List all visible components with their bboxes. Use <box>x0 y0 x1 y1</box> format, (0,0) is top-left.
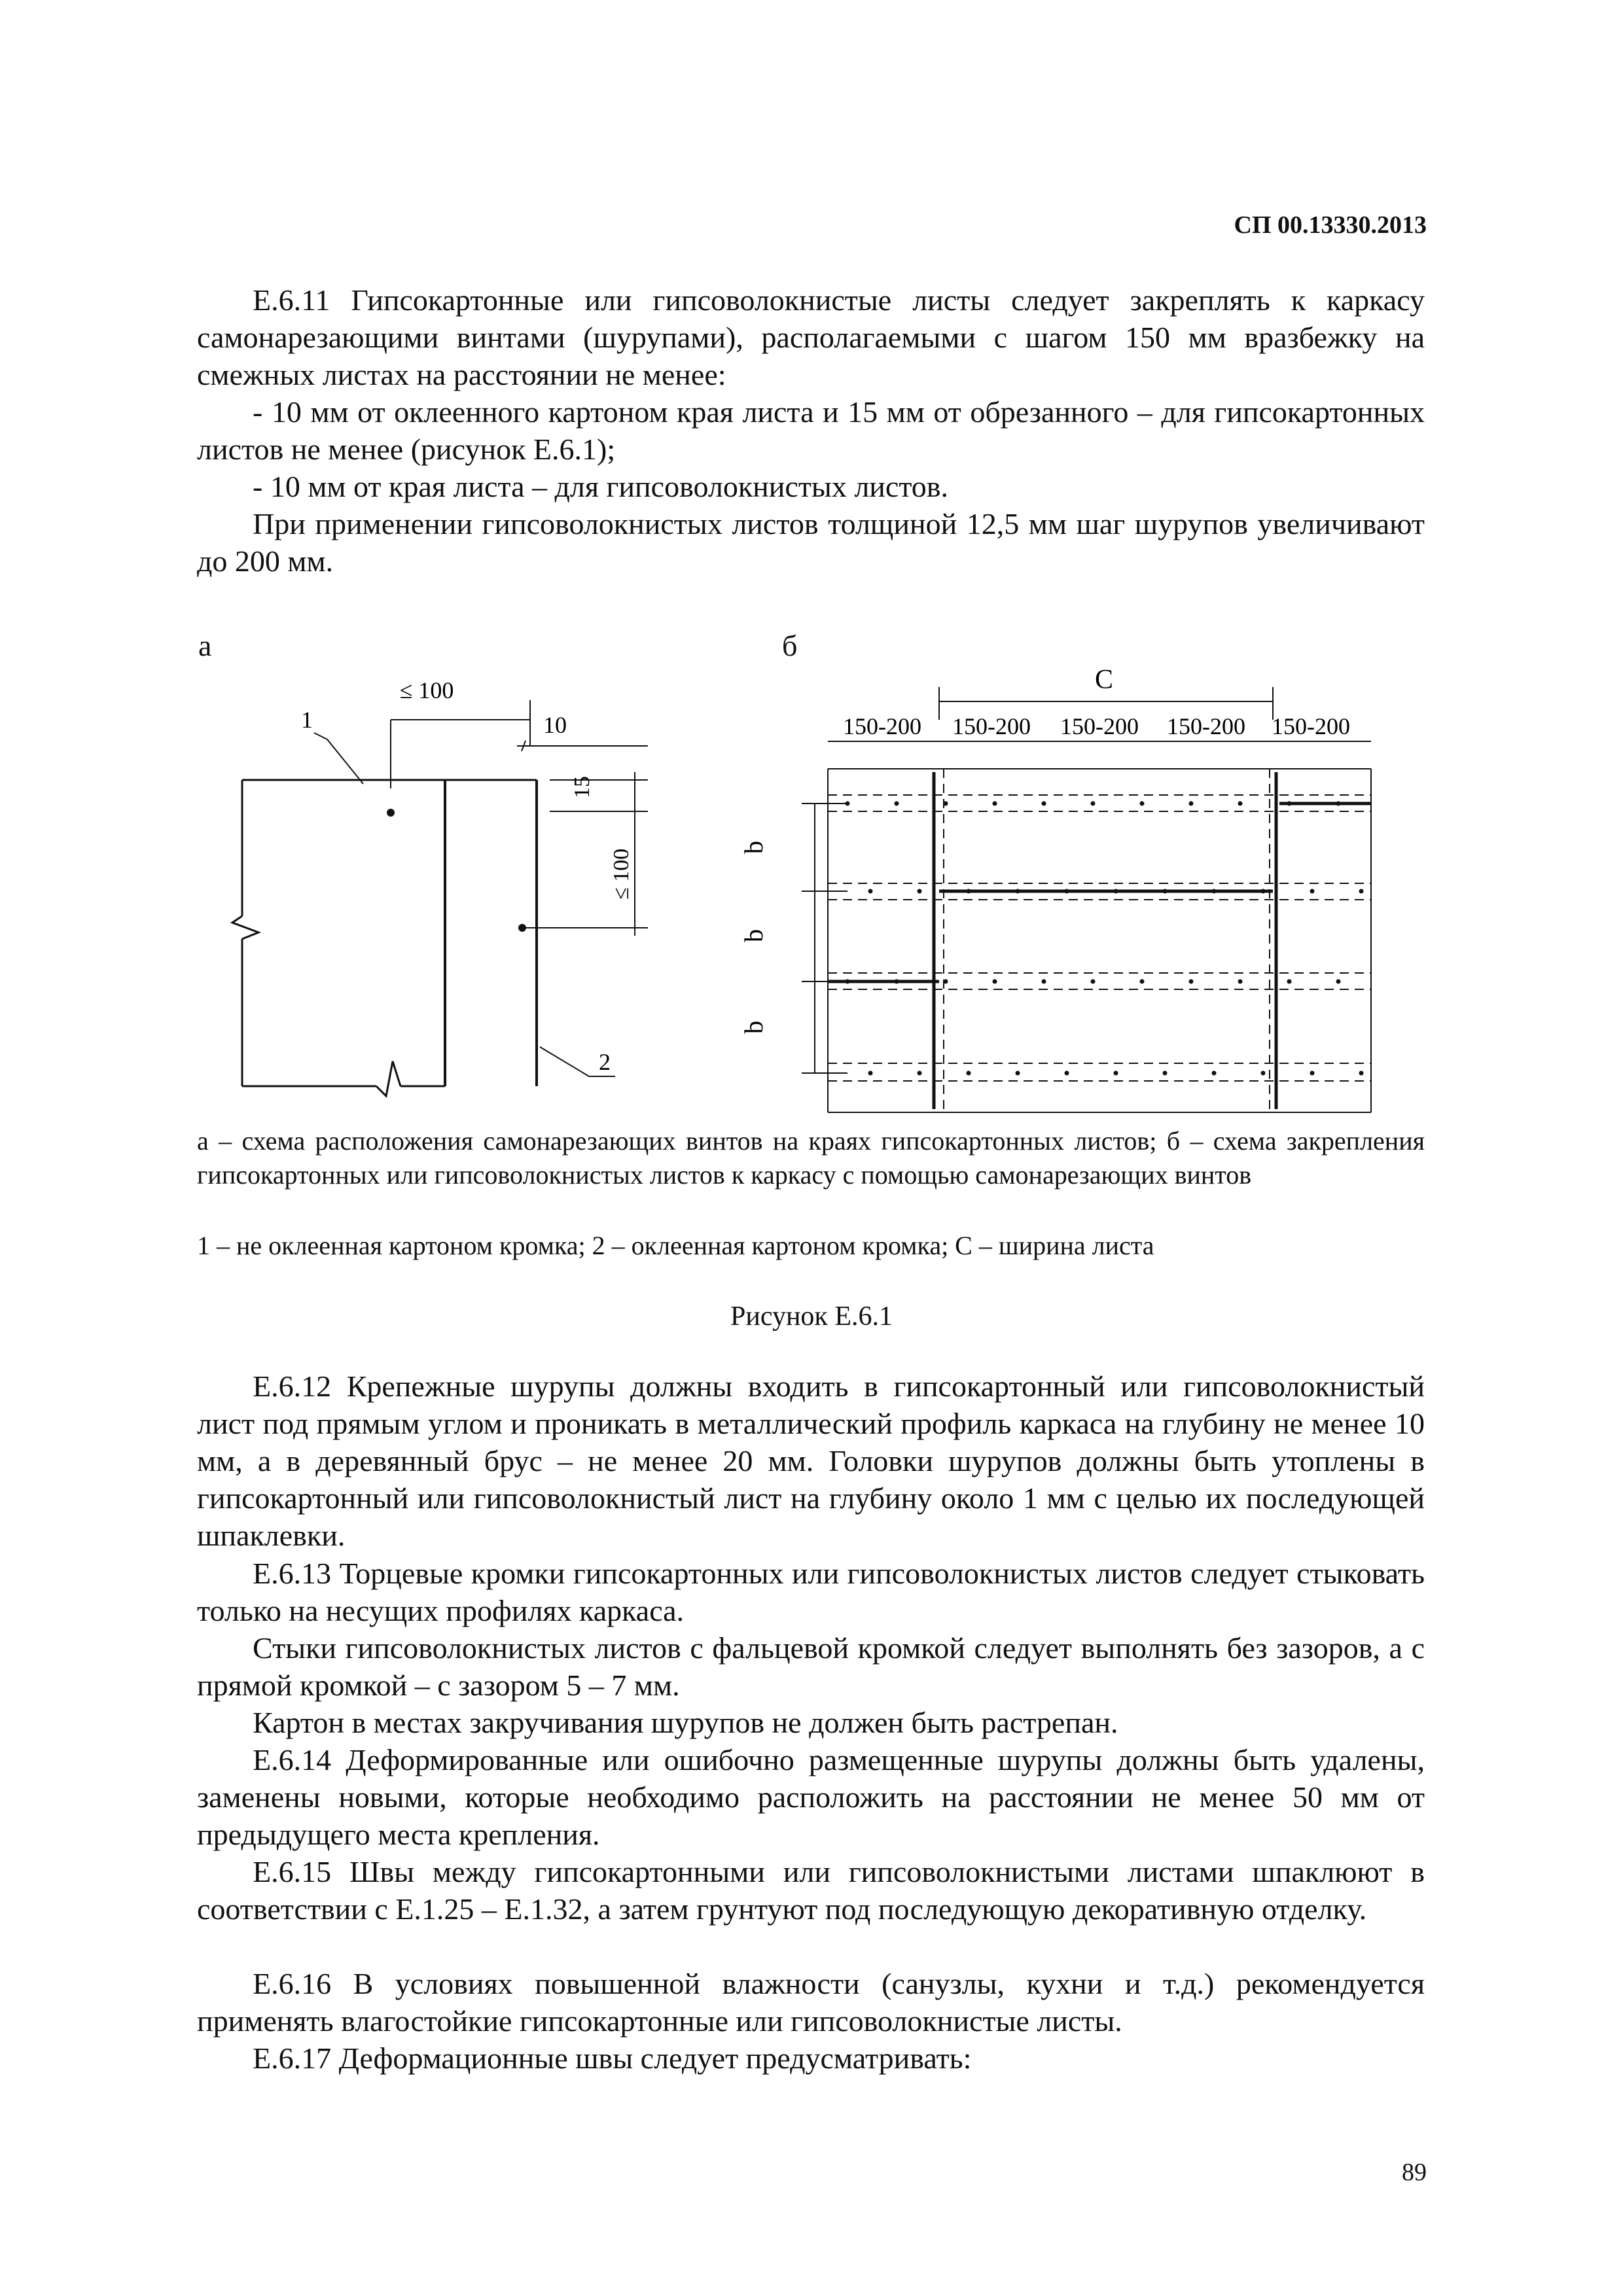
screw-point <box>944 980 948 984</box>
figure-label-a: а <box>198 629 212 662</box>
page-number: 89 <box>1402 2159 1427 2186</box>
paragraph-joints: Стыки гипсоволокнистых листов с фальцевой кромкой следует выполнять без зазоров, а с прямой кромкой – с зазором 5 – 7 мм. <box>197 1631 1425 1702</box>
screw-point <box>1261 889 1266 894</box>
screw-point <box>895 980 899 984</box>
screw-point <box>868 1071 873 1076</box>
screw-point <box>1261 1071 1266 1076</box>
screw-point <box>993 802 997 806</box>
paragraph-cardboard: Картон в местах закручивания шурупов не должен быть растрепан. <box>253 1706 1118 1739</box>
screw-point <box>944 802 948 806</box>
spacing-label: 150-200 <box>843 713 921 739</box>
list-item-gypsum-fiber: - 10 мм от края листа – для гипсоволокнистых листов. <box>253 470 949 503</box>
screw-point <box>846 980 850 984</box>
paragraph-e-6-12: Е.6.12 Крепежные шурупы должны входить в гипсокартонный или гипсоволокнистый лист под прямым углом и проникать в металлический профиль каркаса на глубину не менее 10 мм, а в деревянный брус – не менее 20 мм. Головки шурупов должны быть утоплены в гипсокартонный или гипсоволокнистый лист на глубину около 1 мм с целью их последующей шпаклевки. <box>197 1369 1425 1552</box>
screw-point <box>1310 1071 1315 1076</box>
screw-point <box>1065 889 1069 894</box>
figure-title: Рисунок Е.6.1 <box>730 1301 893 1332</box>
screw-point <box>1336 980 1341 984</box>
screw-point <box>868 889 873 894</box>
sheet-width-label: С <box>1094 665 1114 695</box>
screw-point <box>387 809 395 817</box>
screw-point <box>1042 802 1046 806</box>
screw-point <box>1065 1071 1069 1076</box>
screw-point <box>1336 802 1341 806</box>
screw-point <box>518 924 526 932</box>
dim-edge-label: 10 <box>543 712 567 738</box>
screw-point <box>1189 980 1194 984</box>
screw-point <box>1163 1071 1168 1076</box>
screw-point <box>918 1071 922 1076</box>
dim-side-label: ≤ 100 <box>609 848 633 900</box>
document-code-header: СП 00.13330.2013 <box>1234 211 1427 239</box>
figure-b-diagram <box>717 654 1443 1125</box>
screw-point <box>1238 802 1243 806</box>
screw-point <box>1287 802 1292 806</box>
paragraph-e-6-16: Е.6.16 В условиях повышенной влажности (санузлы, кухни и т.д.) рекомендуется применять влагостойкие гипсокартонные или гипсоволокнистые листы. <box>197 1967 1425 2038</box>
paragraph-screw-spacing: При применении гипсоволокнистых листов толщиной 12,5 мм шаг шурупов увеличивают до 200 мм. <box>197 507 1425 578</box>
spacing-label: 150-200 <box>1272 713 1350 739</box>
screw-point <box>1359 1071 1364 1076</box>
screw-point <box>1114 889 1118 894</box>
spacing-label: 150-200 <box>1167 713 1245 739</box>
list-item-gypsum-board: - 10 мм от оклеенного картоном края листа и 15 мм от обрезанного – для гипсокартонных листов не менее (рисунок Е.6.1); <box>197 395 1425 466</box>
figure-legend: 1 – не оклеенная картоном кромка; 2 – оклеенная картоном кромка; С – ширина листа <box>197 1231 1154 1260</box>
screw-point <box>967 1071 971 1076</box>
paragraph-e-6-17: Е.6.17 Деформационные швы следует предусматривать: <box>253 2041 972 2075</box>
screw-point <box>1238 980 1243 984</box>
paragraph-e-6-15: Е.6.15 Швы между гипсокартонными или гипсоволокнистыми листами шпаклюют в соответствии с Е.1.25 – Е.1.32, а затем грунтуют под последующую декоративную отделку. <box>197 1855 1425 1926</box>
screw-point <box>993 980 997 984</box>
row-spacing-label: b <box>739 929 768 942</box>
callout-1: 1 <box>301 707 313 733</box>
screw-point <box>1310 889 1315 894</box>
dim-15-label: 15 <box>570 776 594 798</box>
screw-point <box>1091 980 1096 984</box>
spacing-label: 150-200 <box>952 713 1031 739</box>
screw-point <box>895 802 899 806</box>
figure-label-b: б <box>782 629 798 662</box>
screw-point <box>1359 889 1364 894</box>
paragraph-e-6-13: Е.6.13 Торцевые кромки гипсокартонных или гипсоволокнистых листов следует стыковать только на несущих профилях каркаса. <box>197 1557 1425 1627</box>
screw-point <box>1287 980 1292 984</box>
screw-point <box>1114 1071 1118 1076</box>
screw-point <box>846 802 850 806</box>
screw-point <box>1091 802 1096 806</box>
screw-point <box>1212 1071 1217 1076</box>
paragraph-e-6-14: Е.6.14 Деформированные или ошибочно размещенные шурупы должны быть удалены, заменены новыми, которые необходимо расположить на расстоянии не менее 50 мм от предыдущего места крепления. <box>197 1743 1425 1851</box>
row-spacing-label: b <box>739 1021 768 1034</box>
figure-caption: а – схема расположения самонарезающих винтов на краях гипсокартонных листов; б – схема закрепления гипсокартонных или гипсоволокнистых листов к каркасу с помощью самонарезающих винтов <box>197 1126 1425 1190</box>
screw-point <box>918 889 922 894</box>
row-spacing-label: b <box>739 841 768 854</box>
callout-2: 2 <box>599 1049 611 1075</box>
screw-point <box>1212 889 1217 894</box>
spacing-label: 150-200 <box>1060 713 1139 739</box>
paragraph-e-6-11: Е.6.11 Гипсокартонные или гипсоволокнистые листы следует закреплять к каркасу самонарезающими винтами (шурупами), располагаемыми с шагом 150 мм вразбежку на смежных листах на расстоянии не менее: <box>197 283 1425 391</box>
figure-a-diagram <box>196 661 707 1119</box>
screw-point <box>1140 802 1145 806</box>
screw-point <box>1189 802 1194 806</box>
screw-point <box>1016 1071 1020 1076</box>
screw-point <box>1042 980 1046 984</box>
screw-point <box>967 889 971 894</box>
dim-top-label: ≤ 100 <box>399 677 454 703</box>
screw-point <box>1140 980 1145 984</box>
screw-point <box>1016 889 1020 894</box>
screw-point <box>1163 889 1168 894</box>
